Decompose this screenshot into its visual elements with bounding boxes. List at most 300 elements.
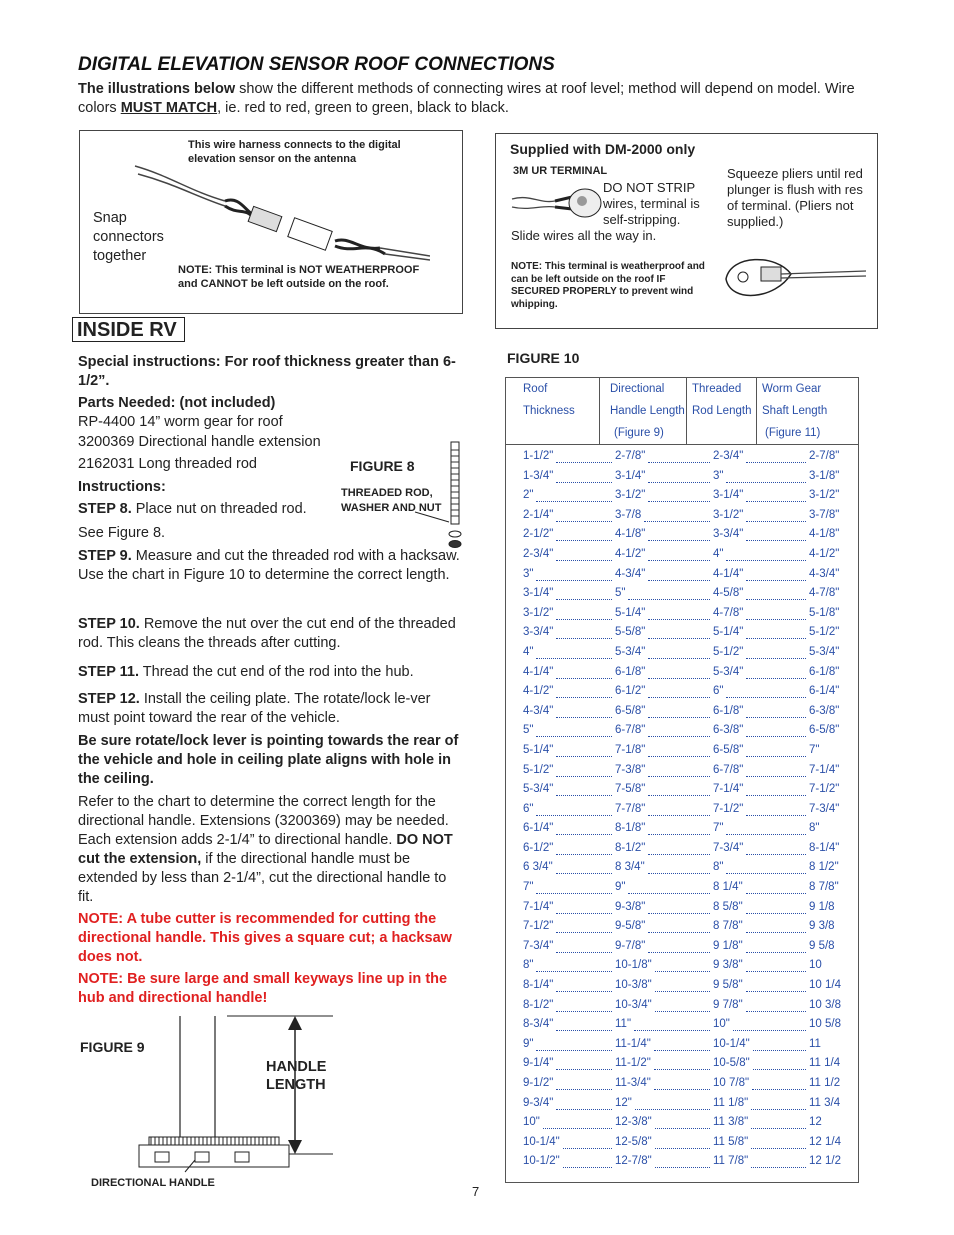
table-cell: 6-3/8": [809, 704, 840, 717]
table-cell: 4-1/2": [809, 547, 840, 560]
table-cell: 7-1/8": [615, 743, 646, 756]
header-directional-line1: Directional: [610, 383, 665, 395]
header-worm-line1: Worm Gear: [762, 383, 822, 395]
dot-leader: [648, 666, 710, 679]
pliers-illustration: [721, 249, 871, 309]
table-cell: 9 1/8: [809, 900, 835, 913]
table-row: [506, 999, 858, 1019]
table-cell: 2-1/2": [523, 528, 554, 541]
special-instructions: Special instructions: For roof thickness greater than 6-1/2”.: [78, 354, 456, 389]
dm2000-box: [495, 133, 878, 329]
dot-leader: [746, 509, 806, 522]
dot-leader: [655, 1136, 710, 1149]
table-row: [506, 1018, 858, 1038]
table-cell: 7-7/8": [615, 802, 646, 815]
dot-leader: [648, 470, 710, 483]
dot-leader: [746, 920, 806, 933]
step-9-text: Measure and cut the threaded rod with a hacksaw. Use the chart in Figure 10 to determine the correct length.: [78, 548, 460, 583]
table-row: [506, 1136, 858, 1156]
dot-leader: [655, 1155, 710, 1168]
dot-leader: [655, 979, 710, 992]
table-cell: 7-3/4": [523, 939, 554, 952]
table-row: [506, 1116, 858, 1136]
table-cell: 5-1/2": [809, 626, 840, 639]
table-row: [506, 528, 858, 548]
table-row: [506, 979, 858, 999]
table-cell: 6-5/8": [809, 724, 840, 737]
dot-leader: [655, 999, 710, 1012]
dot-leader: [536, 1038, 612, 1051]
instructions-label: Instructions:: [78, 479, 166, 495]
table-cell: 5-3/4": [615, 645, 646, 658]
table-row: [506, 587, 858, 607]
table-cell: 10-1/2": [523, 1155, 560, 1168]
dot-leader: [648, 861, 710, 874]
inside-rv-heading: INSIDE RV: [72, 317, 185, 342]
table-cell: 11 3/4: [809, 1096, 841, 1109]
dot-leader: [746, 568, 806, 581]
table-cell: 3-1/2": [809, 489, 840, 502]
table-cell: 3-1/4": [713, 489, 744, 502]
dot-leader: [536, 646, 612, 659]
table-cell: 3-1/8": [809, 469, 840, 482]
dot-leader: [543, 1116, 612, 1129]
dot-leader: [536, 959, 612, 972]
table-row: [506, 920, 858, 940]
table-row: [506, 626, 858, 646]
table-cell: 4-1/4": [523, 665, 554, 678]
dot-leader: [648, 607, 710, 620]
parts-needed: Parts Needed: (not included): [78, 395, 276, 411]
dot-leader: [556, 666, 612, 679]
dot-leader: [556, 548, 612, 561]
dot-leader: [556, 685, 612, 698]
table-cell: 5-1/4": [713, 626, 744, 639]
table-cell: 7-3/4": [713, 841, 744, 854]
table-cell: 4": [523, 645, 534, 658]
table-row: [506, 861, 858, 881]
table-row: [506, 1155, 858, 1175]
table-cell: 7": [523, 881, 534, 894]
dm-note: NOTE: This terminal is weatherproof and can be left outside on the roof IF SECURED PROPERLY to prevent wind whipping.: [511, 261, 705, 310]
step-10-label: STEP 10.: [78, 616, 140, 632]
dot-leader: [648, 920, 710, 933]
dot-leader: [648, 842, 710, 855]
table-cell: 9": [615, 881, 626, 894]
table-row: [506, 685, 858, 705]
table-cell: 5-1/8": [809, 606, 840, 619]
header-threaded-line2: Rod Length: [692, 405, 752, 417]
table-cell: 7-5/8": [615, 783, 646, 796]
table-cell: 7": [713, 822, 724, 835]
table-cell: 2-7/8": [615, 450, 646, 462]
header-worm-gear: [762, 378, 852, 444]
table-cell: 8-3/4": [523, 1018, 554, 1031]
table-cell: 3-3/4": [523, 626, 554, 639]
dot-leader: [556, 470, 612, 483]
dot-leader: [628, 881, 710, 894]
table-cell: 4-1/4": [713, 567, 744, 580]
table-cell: 3-3/4": [713, 528, 744, 541]
step-12-text: Install the ceiling plate. The rotate/lock le-ver must point toward the rear of the vehicle.: [78, 691, 431, 726]
dot-leader: [746, 607, 806, 620]
dot-leader: [726, 822, 806, 835]
dot-leader: [751, 1097, 806, 1110]
table-cell: 6-7/8": [713, 763, 744, 776]
table-cell: 3-1/2": [523, 606, 554, 619]
table-cell: 6 3/4": [523, 861, 553, 874]
dot-leader: [733, 1018, 806, 1031]
table-cell: 4": [713, 547, 724, 560]
header-roof-line1: Roof: [523, 383, 548, 395]
step-8: [78, 500, 338, 519]
step-10: [78, 615, 463, 653]
table-cell: 5-3/4": [523, 783, 554, 796]
refer-bold: DO NOT cut the extension,: [78, 832, 453, 867]
dot-leader: [556, 822, 612, 835]
table-cell: 10-1/4": [523, 1135, 560, 1148]
part-1: RP-4400 14” worm gear for roof: [78, 414, 283, 430]
dot-leader: [746, 901, 806, 914]
dot-leader: [751, 1116, 806, 1129]
table-row: [506, 509, 858, 529]
dot-leader: [556, 509, 612, 522]
refer-text: [78, 793, 463, 907]
chart-rows: [506, 450, 858, 1175]
table-cell: 7-1/4": [713, 783, 744, 796]
slide-wires-text: Slide wires all the way in.: [511, 228, 657, 243]
dot-leader: [648, 803, 710, 816]
refer-text-1: Refer to the chart to determine the correct length for the directional handle. Extensions (3200369) may be needed. Each extension adds 2-1/4” to directional handle.: [78, 794, 449, 848]
table-cell: 6-1/2": [523, 841, 554, 854]
table-row: [506, 744, 858, 764]
table-row: [506, 959, 858, 979]
dot-leader: [746, 999, 806, 1012]
be-sure-text: Be sure rotate/lock lever is pointing towards the rear of the vehicle and hole in ceiling plate aligns with hole in the ceiling.: [78, 733, 459, 787]
table-cell: 9 3/8": [713, 959, 743, 972]
table-cell: 5-1/4": [615, 606, 646, 619]
dot-leader: [746, 803, 806, 816]
figure-10-label: FIGURE 10: [507, 350, 580, 366]
figure-8-label: FIGURE 8: [350, 458, 415, 474]
dot-leader: [654, 1057, 710, 1070]
table-cell: 8 5/8": [713, 900, 743, 913]
table-cell: 10-1/8": [615, 959, 652, 972]
table-cell: 4-7/8": [809, 587, 840, 600]
dot-leader: [556, 1057, 612, 1070]
table-cell: 3-1/2": [713, 508, 744, 521]
table-row: [506, 842, 858, 862]
dot-leader: [563, 1155, 612, 1168]
table-cell: 6-1/4": [809, 685, 840, 698]
table-cell: 12-5/8": [615, 1135, 652, 1148]
dot-leader: [746, 940, 806, 953]
step-9: [78, 547, 463, 585]
dot-leader: [648, 568, 710, 581]
dot-leader: [556, 861, 612, 874]
no-strip-text: DO NOT STRIP wires, terminal is self-stripping.: [603, 180, 700, 227]
table-cell: 1-1/2": [523, 450, 554, 462]
dot-leader: [634, 1018, 710, 1031]
table-cell: 10 5/8: [809, 1018, 841, 1031]
part-3: 2162031 Long threaded rod: [78, 456, 257, 472]
header-roof-line2: Thickness: [523, 405, 575, 417]
dot-leader: [648, 822, 710, 835]
dot-leader: [648, 783, 710, 796]
table-cell: 8": [809, 822, 820, 835]
table-cell: 3": [523, 567, 534, 580]
table-cell: 9": [523, 1037, 534, 1050]
dot-leader: [746, 959, 806, 972]
table-cell: 9-1/2": [523, 1077, 554, 1089]
directional-handle-label: DIRECTIONAL HANDLE: [91, 1177, 215, 1189]
table-cell: 6": [523, 802, 534, 815]
intro-lead: The illustrations below: [78, 81, 236, 97]
dot-leader: [556, 626, 612, 639]
table-row: [506, 822, 858, 842]
table-row: [506, 568, 858, 588]
table-cell: 6-7/8": [615, 724, 646, 737]
table-row: [506, 646, 858, 666]
dot-leader: [556, 1018, 612, 1031]
table-cell: 10": [523, 1116, 540, 1129]
dot-leader: [746, 626, 806, 639]
table-cell: 6-5/8": [615, 704, 646, 717]
table-cell: 7-1/2": [523, 920, 554, 933]
intro-text-2: , ie. red to red, green to green, black to black.: [217, 100, 509, 116]
threaded-rod-illustration: [405, 440, 465, 552]
table-cell: 7-1/2": [713, 802, 744, 815]
dm2000-heading: Supplied with DM-2000 only: [510, 141, 696, 157]
dot-leader: [746, 842, 806, 855]
table-row: [506, 1077, 858, 1097]
table-cell: 5-3/4": [713, 665, 744, 678]
table-cell: 12 1/4: [809, 1135, 841, 1148]
harness-caption: This wire harness connects to the digital elevation sensor on the antenna: [188, 139, 401, 165]
harness-note: NOTE: This terminal is NOT WEATHERPROOF and CANNOT be left outside on the roof.: [178, 264, 420, 290]
table-row: [506, 705, 858, 725]
dot-leader: [746, 783, 806, 796]
header-worm-line3: (Figure 11): [765, 427, 821, 439]
table-row: [506, 940, 858, 960]
table-cell: 10 3/8: [809, 998, 841, 1011]
table-row: [506, 548, 858, 568]
dot-leader: [746, 744, 806, 757]
dot-leader: [556, 999, 612, 1012]
table-cell: 5": [615, 587, 626, 600]
table-cell: 11-1/2": [615, 1057, 651, 1070]
table-cell: 11 1/4: [809, 1057, 841, 1070]
table-row: [506, 607, 858, 627]
dot-leader: [752, 1077, 806, 1090]
dot-leader: [753, 1038, 806, 1051]
length-chart: [505, 377, 859, 1183]
handle-length-label: HANDLE LENGTH: [266, 1059, 327, 1093]
dot-leader: [536, 568, 612, 581]
table-cell: 7-1/4": [809, 763, 840, 776]
table-cell: 4-3/4": [809, 567, 840, 580]
table-cell: 11": [615, 1018, 632, 1031]
dot-leader: [655, 1116, 710, 1129]
dot-leader: [746, 979, 806, 992]
table-cell: 11-3/4": [615, 1077, 651, 1089]
dot-leader: [536, 881, 612, 894]
table-cell: 4-1/2": [523, 685, 554, 698]
table-cell: 4-1/8": [615, 528, 646, 541]
table-cell: 9 1/8": [713, 939, 743, 952]
table-cell: 3-1/4": [523, 587, 554, 600]
header-directional-line2: Handle Length: [610, 405, 685, 417]
step-8-label: STEP 8.: [78, 501, 132, 517]
dot-leader: [751, 1155, 806, 1168]
table-cell: 6-3/8": [713, 724, 744, 737]
table-cell: 10-5/8": [713, 1057, 750, 1070]
dot-leader: [746, 881, 806, 894]
must-match: MUST MATCH: [120, 100, 218, 116]
table-cell: 7-3/4": [809, 802, 840, 815]
dot-leader: [556, 450, 612, 463]
dot-leader: [536, 724, 612, 737]
table-cell: 8": [523, 959, 534, 972]
dot-leader: [726, 685, 806, 698]
header-threaded: [692, 378, 762, 444]
table-cell: 3": [713, 469, 724, 482]
table-row: [506, 783, 858, 803]
header-roof: [523, 378, 603, 444]
table-cell: 5-1/2": [523, 763, 554, 776]
table-cell: 6-1/8": [615, 665, 646, 678]
dot-leader: [648, 724, 710, 737]
dot-leader: [753, 1057, 806, 1070]
dot-leader: [654, 1038, 710, 1051]
table-cell: 12": [615, 1096, 632, 1109]
dot-leader: [648, 646, 710, 659]
table-cell: 8-1/2": [615, 841, 646, 854]
harness-box: [79, 130, 463, 314]
dot-leader: [648, 548, 710, 561]
table-cell: 9-5/8": [615, 920, 646, 933]
step-12: [78, 690, 463, 728]
step-9-label: STEP 9.: [78, 548, 132, 564]
table-cell: 5-5/8": [615, 626, 646, 639]
table-cell: 7-1/4": [523, 900, 554, 913]
table-row: [506, 470, 858, 490]
dot-leader: [628, 587, 710, 600]
dot-leader: [746, 724, 806, 737]
table-cell: 9-7/8": [615, 939, 646, 952]
note-keyways: NOTE: Be sure large and small keyways line up in the hub and directional handle!: [78, 971, 448, 1006]
table-cell: 10-3/8": [615, 979, 652, 992]
step-12-label: STEP 12.: [78, 691, 140, 707]
dot-leader: [556, 607, 612, 620]
table-cell: 2-7/8": [809, 450, 840, 462]
table-row: [506, 666, 858, 686]
dot-leader: [644, 509, 710, 522]
table-cell: 11 1/2: [809, 1077, 841, 1089]
dot-leader: [746, 587, 806, 600]
dot-leader: [556, 705, 612, 718]
terminal-label: 3M UR TERMINAL: [513, 165, 608, 177]
dot-leader: [746, 666, 806, 679]
table-cell: 4-1/8": [809, 528, 840, 541]
dot-leader: [563, 1136, 612, 1149]
table-cell: 3-7/8: [615, 508, 642, 521]
dot-leader: [746, 764, 806, 777]
dot-leader: [726, 861, 806, 874]
dot-leader: [556, 587, 612, 600]
dot-leader: [648, 489, 710, 502]
table-cell: 3-7/8": [809, 508, 840, 521]
table-row: [506, 724, 858, 744]
dot-leader: [635, 1097, 710, 1110]
header-directional-line3: (Figure 9): [614, 427, 664, 439]
dot-leader: [648, 901, 710, 914]
dot-leader: [556, 1097, 612, 1110]
table-row: [506, 450, 858, 470]
directional-handle-illustration: [135, 1012, 345, 1182]
table-cell: 8 1/2": [809, 861, 839, 874]
table-cell: 10 1/4: [809, 979, 841, 992]
table-row: [506, 1057, 858, 1077]
header-worm-line2: Shaft Length: [762, 405, 828, 417]
table-cell: 5": [523, 724, 534, 737]
table-cell: 8": [713, 861, 724, 874]
refer-text-2: if the directional handle must be extended by less than 2-1/4”, cut the directional handle to fit.: [78, 851, 447, 905]
page-number: 7: [472, 1184, 480, 1199]
dot-leader: [556, 901, 612, 914]
dot-leader: [556, 783, 612, 796]
dot-leader: [648, 626, 710, 639]
table-cell: 9 5/8: [809, 939, 835, 952]
table-cell: 2-3/4": [523, 547, 554, 560]
dot-leader: [648, 764, 710, 777]
table-row: [506, 803, 858, 823]
table-cell: 4-5/8": [713, 587, 744, 600]
intro-paragraph: [78, 80, 878, 118]
dot-leader: [556, 744, 612, 757]
dot-leader: [648, 705, 710, 718]
dot-leader: [536, 489, 612, 502]
header-directional: [610, 378, 690, 444]
table-cell: 9 7/8": [713, 998, 743, 1011]
table-cell: 5-1/2": [713, 645, 744, 658]
step-10-text: Remove the nut over the cut end of the threaded rod. This cleans the threads after cutting.: [78, 616, 456, 651]
dot-leader: [751, 1136, 806, 1149]
table-cell: 8 7/8": [713, 920, 743, 933]
table-cell: 8 3/4": [615, 861, 645, 874]
table-cell: 4-1/2": [615, 547, 646, 560]
table-cell: 9-3/4": [523, 1096, 554, 1109]
table-cell: 3-1/2": [615, 489, 646, 502]
table-cell: 10-1/4": [713, 1037, 750, 1050]
dot-leader: [536, 803, 612, 816]
table-row: [506, 881, 858, 901]
table-cell: 6-5/8": [713, 743, 744, 756]
page-title: DIGITAL ELEVATION SENSOR ROOF CONNECTIONS: [78, 54, 555, 75]
dot-leader: [726, 548, 806, 561]
dot-leader: [726, 470, 806, 483]
figure-9-label: FIGURE 9: [80, 1039, 145, 1055]
table-cell: 8-1/8": [615, 822, 646, 835]
dot-leader: [556, 940, 612, 953]
dot-leader: [648, 744, 710, 757]
table-cell: 9-3/8": [615, 900, 646, 913]
table-cell: 10-3/4": [615, 998, 652, 1011]
table-cell: 12 1/2: [809, 1155, 841, 1168]
dot-leader: [648, 450, 710, 463]
table-cell: 12: [809, 1116, 822, 1129]
table-cell: 8 1/4": [713, 881, 743, 894]
